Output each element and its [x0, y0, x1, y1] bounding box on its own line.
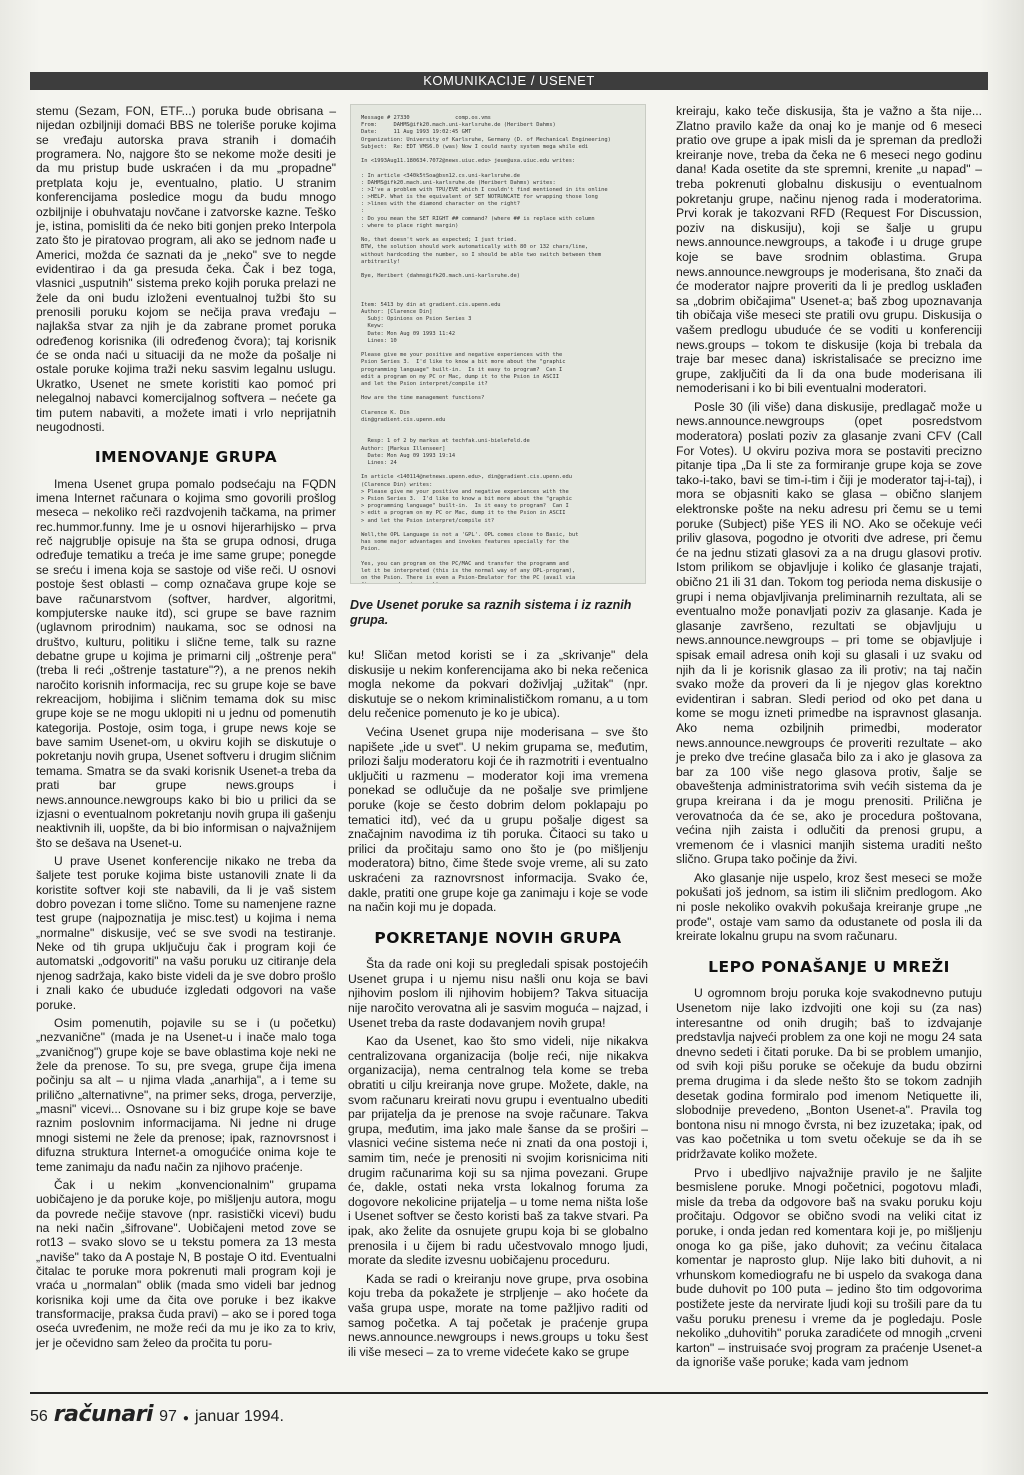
listing-line: Resp: 1 of 2 by markus at techfak.uni-bielefeld.de: [361, 438, 530, 445]
listing-line: [361, 345, 635, 352]
listing-line: Lines: 10: [361, 337, 397, 344]
listing-line: [361, 431, 635, 438]
right-paragraph-e: Prvo i ubedljivo najvažnije pravilo je ne šaljite besmislene poruke. Mnogi početnici, pogotovu mlađi, misle da treba da odgovore baš na svaku poruku koju pročitaju. Odgovor se obično svodi na veliki citat iz poruke, i onda jedan red komentara koji je, po mišljenju onoga ko ga piše, jako duhovit; za većinu čitalaca komentar je naprosto glup. Nije lako biti duhovit, a ni vrhunskom komediografu ne bi uspelo da svakoga dana bude duhovit po 100 puta – jedino što tim odgovorima postižete jeste da nervirate ljudi koji su trošili pare da tu vašu poruku prenesu i vreme da je pogledaju. Posle nekoliko „duhovitih" poruka zaradićete od mnogih „crveni karton" – instruisaće svoj program za praćenje Usenet-a da ignoriše vaše poruke; kada vam jednom: [676, 1165, 982, 1370]
listing-line: Subject: Re: EDT VMS6.0 (was) Now I could nasty system mega while edi: [361, 143, 589, 150]
listing-line: [361, 295, 635, 302]
heading-lepo-ponasanje: LEPO PONAŠANJE U MREŽI: [708, 957, 950, 976]
listing-line: Lines: 24: [361, 460, 397, 466]
middle-paragraph-b: Većina Usenet grupa nije moderisana – sve što napišete „ide u svet". U nekim grupama se, međutim, prilozi šalju moderatoru koji će ih razmotriti i eventualno uključiti u razmenu – moderator koji ima vremena ponekad se odlučuje da ne pošalje sve primljene poruke (koje se često dobrim delom poklapaju po tematici itd), već da u grupu pošalje digest sa značajnim navodima iz tih poruka. Čitaoci su tako u prilici da pročitaju samo ono što je (po mišljenju moderatora) bitno, čime štede svoje vreme, ali su zato uskraćeni za raznovrsnost informacija. Svako će, dakle, pratiti one grupe koje ga zanimaju i koje se vode na način koji mu je dopada.: [348, 724, 648, 915]
bullet-separator: ●: [182, 1413, 189, 1424]
listing-line: In article <140114@netnews.upenn.edu>, din@gradient.cis.upenn.edu: [361, 474, 572, 481]
listing-line: Author: [Markus Illenseer]: [361, 445, 446, 452]
listing-line: (Clarence Din) writes:: [361, 481, 433, 488]
listing-line: How are the time management functions?: [361, 395, 485, 402]
listing-line: : In article <340k5tSoa@bsn12.cs.uni-karlsruhe.de: [361, 172, 521, 179]
listing-line: No, that doesn't work as expected; I just tried.: [361, 237, 517, 244]
listing-line: : >HELP. What is the equivalent of SET NOTRUNCATE for wrapping those long: [361, 194, 598, 201]
listing-line: : >lines with the diamond character on the right?: [361, 201, 521, 208]
listing-line: BTW, the solution should work automatically with 80 or 132 chars/line,: [361, 244, 589, 251]
listing-line: [361, 467, 635, 474]
listing-line: on the Psion. There is even a Psion-Emulator for the PC (avail via: [361, 575, 576, 581]
right-paragraph-c: Ako glasanje nije uspelo, kroz šest meseci se može pokušati još jednom, sa istim ili sličnim predlogom. Ako ni posle nekoliko ovakvih pokušaja kreiranje grupe „ne prođe", ostaje vam samo da odustanete od posla ili da kreirate lokalnu grupu na svom računaru.: [676, 870, 982, 944]
listing-line: > Psion Series 3. I'd like to know a bit more about the "graphic: [361, 495, 572, 502]
listing-line: : >I've a problem with TPU/EVE which I couldn't find mentioned in its online: [361, 186, 608, 193]
listing-line: In <1993Aug11.180634.7072@news.uiuc.edu> jeue@uxa.uiuc.edu writes:: [361, 158, 576, 165]
middle-column: [348, 648, 648, 1363]
listing-line: [361, 230, 635, 237]
listing-line: and let the Psion interpret/compile it?: [361, 380, 488, 387]
listing-line: > Please give me your positive and negative experiences with the: [361, 488, 569, 495]
left-paragraph-1: Imena Usenet grupa pomalo podsećaju na FQDN imena Internet računara o kojima smo govorili prošlog meseca – nekoliko reči razdvojenih tačkama, na primer rec.hummor.funny. Ime je u osnovi hijerarhijsko – prva reč najgrublje opisuje na šta se grupa odnosi, druga određuje tematiku a treća je ime same grupe; ponegde se sreću i imena koja se sastoje od više reči. U osnovi postoje šest oblasti – comp označava grupe koje se bave računarstvom (softver, hardver, algoritmi, kompjuterske nauke itd), sci grupe se bave raznim (uglavnom prirodnim) naukama, soc se odnosi na društvo, kulturu, politiku i slične teme, talk su razne debatne grupe u kojima je primarni cilj „oštrenje pera" (treba li reći „oštrenje tastature"?), a ne prenos nekih naročito korisnih informacija, rec su grupe koje se bave rekreacijom, hobijima i sličnim temama dok su misc grupe koje se ne mogu uklopiti ni u jednu od pomenutih kategorija. Postoje, osim toga, i grupe news koje se bave samim Usenet-om, u okviru kojih se diskutuje o pokretanju novih grupa, Usenet softveru i drugim sličnim temama. Smatra se da svaki korisnik Usenet-a treba da prati bar grupe news.groups i news.announce.newgroups kako bi bio u prilici da se izjasni o eventualnom pokretanju novih grupa ili gašenju neaktivnih ili, uopšte, da bi bio informisan o najvažnijem što se dešava na Usenet-u.: [36, 476, 336, 850]
listing-line: [361, 151, 635, 158]
listing-line: without hardcoding the number, so I should be able two switch between them: [361, 251, 602, 258]
listing-line: [361, 165, 635, 172]
usenet-messages-figure: [350, 104, 646, 584]
page-number: 56: [30, 1408, 48, 1425]
listing-line: : Do you mean the SET RIGHT ## command? (where ## is replace with column: [361, 215, 595, 222]
listing-line: Yes, you can program on the PC/MAC and transfer the programm and: [361, 560, 569, 567]
listing-line: > programming language" built-in. Is it easy to program? Can I: [361, 503, 569, 510]
right-column: [676, 104, 982, 1374]
listing-line: arbitrarily!: [361, 258, 400, 265]
listing-line: [361, 424, 635, 431]
listing-line: din@gradient.cis.upenn.edu: [361, 416, 446, 423]
heading-pokretanje-novih-grupa: POKRETANJE NOVIH GRUPA: [374, 928, 622, 947]
listing-line: Psion.: [361, 546, 381, 553]
listing-line: Date: Mon Aug 09 1993 19:14: [361, 452, 456, 459]
listing-line: [361, 266, 635, 273]
listing-line: [361, 582, 635, 584]
listing-line: > edit a program on my PC or Mac, dump it to the Psion in ASCII: [361, 510, 566, 517]
left-paragraph-4: Čak i u nekim „konvencionalnim" grupama uobičajeno je da poruke koje, po mišljenju autora, mogu da povrede nečije stavove (npr. rasistički vicevi) budu na neki način „šifrovane". Uobičajeni metod zove se rot13 – svako slovo se u tekstu pomera za 13 mesta „naviše" tako da A postaje N, B postaje O itd. Eventualni čitalac te poruke mora pokrenuti mali program koji je vraća u „normalan" oblik (mada smo videli bar jednog korisnika koji ume da čita ove poruke i bez ikakve transformacije, praksa čuda pravi) – ako se i pored toga oseća uvređenim, ne može reći da mu je iko za to kriv, jer je očevidno sam želeo da pročita tu poru-: [36, 1177, 336, 1350]
listing-line: From: DAHMS@ifk20.mach.uni-karlsruhe.de (Heribert Dahms): [361, 122, 556, 129]
listing-line: : DAHMS@ifk20.mach.uni-karlsruhe.de (Heribert Dahms) writes:: [361, 179, 556, 186]
listing-line: Psion Series 3. I'd like to know a bit more about the "graphic: [361, 359, 566, 366]
right-paragraph-d: U ogromnom broju poruka koje svakodnevno putuju Usenetom nije lako izdvojiti one koji su (za nas) interesantne od onih drugih; baš to izdvajanje predstavlja najveći problem za one koji ne mogu 24 sata dnevno sedeti i čitati poruke. Da bi se problem umanjio, od svih koji pišu poruke se očekuje da budu obzirni prema drugima i da slede nešto što se tokom zadnjih desetak godina formiralo pod imenom Netiquette ili, slobodnije prevedeno, „Bonton Usenet-a". Pravila tog bontona nisu ni mnogo čvrsta, ni bez izuzetaka; ipak, od vas kao početnika u tom svetu očekuje se da ih se pridržavate koliko možete.: [676, 986, 982, 1161]
right-paragraph-a: kreiraju, kako teče diskusija, šta je važno a šta nije... Zlatno pravilo kaže da onaj ko je manje od 6 meseci pratio ove grupe a ipak misli da je spreman da predloži kreiranje nove, treba da čeka ne 6 meseci nego godinu dana! Kada osetite da ste spremni, krenite „u napad" – treba pokrenuti globalnu diskusiju o eventualnom pokretanju grupe, načinu njenog rada i moderatorima. Prvi korak je takozvani RFD (Request For Discussion, poziv na diskusiju), koji se šalje u grupu news.announce.newgroups, a takođe i u druge grupe koje se bave srodnim oblastima. Grupa news.announce.newgroups je moderisana, što znači da će moderator najpre proveriti da li je predlog usklađen sa „dobrim običajima" Usenet-a; baš zbog upoznavanja tih običaja više meseci ste pratili ovu grupu. Diskusija o vašem predlogu ubuduće će se voditi u konferenciji news.groups – tokom te diskusije (koja bi trebala da traje bar mesec dana) iskristalisaće se precizno ime grupe, zaključiti da li da ona bude moderisana ili nemoderisani i ko bi bili eventualni moderatori.: [676, 104, 982, 396]
left-paragraph-2: U prave Usenet konferencije nikako ne treba da šaljete test poruke kojima biste ustanovili znate li da koristite softver koji ste nabavili, da li je vaš sistem dobro povezan i tome slično. Tome su namenjene razne test grupe (najpoznatija je misc.test) u kojima i nema „normalne" diskusije, već se sve svodi na testiranje. Neke od tih grupa uključuju čak i program koji će automatski „odgovoriti" na vašu poruku uz citiranje dela njenog sadržaja, kako biste videli da je sve dobro prošlo i znali kako će ubuduće izgledati odgovori na vaše poruke.: [36, 853, 336, 1012]
listing-line: Subj: Opinions on Psion Series 3: [361, 316, 472, 323]
figure-caption: Dve Usenet poruke sa raznih sistema i iz raznih grupa.: [350, 598, 632, 627]
listing-line: [361, 525, 635, 532]
listing-line: Bye, Heribert (dahms@ifk20.mach.uni-karlsruhe.de): [361, 273, 521, 280]
listing-line: Item: 5413 by din at gradient.cis.upenn.edu: [361, 301, 501, 308]
listing-line: [361, 288, 635, 295]
left-column: [36, 104, 336, 1354]
left-intro-paragraph: stemu (Sezam, FON, ETF...) poruka bude obrisana – nijedan ozbiljniji domaći BBS ne toleriše poruke kojima se vređaju autorska prava stranih i domaćih programera. No, najgore što se nekome može desiti je da mu pristup bude uskraćen i da mu „propadne" pretplata koju je, eventualno, platio. U stranim konferencijama posledice mogu da budu mnogo ozbiljnije i obuhvataju novčane i zatvorske kazne. Teško je, istina, pomisliti da će neko biti gonjen preko Interpola zato što je piratovao program, ali ako se jednom nađe u Americi, možda će saznati da je „neko" sve to negde evidentirao i da ga presuda čeka. Čak i bez toga, vlasnici „usputnih" sistema preko kojih poruka prelazi ne žele da oni budu izloženi eventualnoj tužbi što su prenosili poruku kojom se nečija prava vređaju – najlakša stvar za njih je da zabrane promet poruka određenog korisnika (ili određenog čvora); taj korisnik će se onda naći u situaciji da ne može da pošalje ni ostale poruke kojima traži neku sasvim legalnu uslugu. Ukratko, Usenet ne smete koristiti kao pomoć pri nelegalnoj nabavci komercijalnog softvera – nećete ga tim putem nabaviti, a možete imati i vrlo neprijatnih neugodnosti.: [36, 104, 336, 434]
listing-line: [361, 403, 635, 410]
listing-line: programming language" built-in. Is it easy to program? Can I: [361, 366, 563, 373]
issue-date: januar 1994.: [194, 1408, 284, 1425]
section-title-bar: KOMUNIKACIJE / USENET: [30, 72, 988, 90]
listing-line: Well,the OPL Language is not a 'GPL'. OPL comes close to Basic, but: [361, 531, 579, 538]
listing-line: > and let the Psion interpret/compile it?: [361, 517, 495, 524]
listing-line: Please give me your positive and negative experiences with the: [361, 352, 563, 359]
listing-line: Clarence K. Din: [361, 409, 410, 416]
listing-line: : where to place right margin): [361, 222, 459, 229]
listing-line: let it be interpreted (this is the normal way of any OPL-program),: [361, 567, 576, 574]
listing-line: [361, 388, 635, 395]
issue-number: 97: [159, 1408, 177, 1425]
middle-paragraph-c: Šta da rade oni koji su pregledali spisak postojećih Usenet grupa i u njemu nisu našli onu koja se bavi njihovim poslom ili njihovim hobijem? Takva situacija nije naročito verovatna ali je sasvim moguća – najzad, i Usenet treba da raste dodavanjem novih grupa!: [348, 957, 648, 1030]
listing-line: :: [361, 208, 365, 215]
right-paragraph-b: Posle 30 (ili više) dana diskusije, predlagač može u news.announce.newgroups (opet posredstvom moderatora) poslati poziv za glasanje zvani CFV (Call For Votes). U okviru poziva mora se postaviti precizno pitanje tipa „Da li ste za formiranje grupe koja se zove tako-i-tako, bavi se tim-i-tim i čiji je moderator taj-i-taj), i mora se objasniti kako se glasa – obično slanjem elektronske pošte na neku adresu pri čemu se u temi poruke (Subject) piše YES ili NO. Ako se očekuje veći priliv glasova, pogodno je otvoriti dve adrese, pri čemu će na jednu stizati glasovi za a na drugu glasovi protiv. Istom prilikom se objavljuje i koliko će glasanje trajati, obično 21 ili 31 dan. Tokom tog perioda nema diskusije o grupi i nema objavljivanja preliminarnih rezultata, ali se eventualno može ponavljati poziv za glasanje. Kada je glasanje završeno, rezultati se objavljuju u news.announce.newgroups – pri tome se objavljuje i spisak email adresa onih koji su glasali i uz svaku od njih da li je korisnik glasao za ili protiv; na taj način svako može da proveri da li je njegov glas korektno evidentiran i sabran. Sledi period od oko pet dana u kome se mogu izneti primedbe na ispravnost glasanja. Ako nema ozbiljnih primedbi, moderator news.announce.newgroups će proveriti rezultate – ako je preko dve trećine glasača bilo za i ako je glasova za bar za 100 više nego glasova protiv, šalje se obaveštenja administratorima svih većih sistema da je grupa kreirana i da je mogu prenositi. Prilična je verovatnoća da će se, ako je procedura poštovana, većina njih zaista i odlučiti da prenosi grupu, a vremenom će i vlasnici manjih sistema uraditi nešto slično. Grupa tako počinje da živi.: [676, 399, 983, 867]
middle-paragraph-a: ku! Sličan metod koristi se i za „skrivanje" dela diskusije u nekim konferencijama ako bi neka rečenica mogla nekome da pokvari doživljaj „užitak" (npr. diskutuje se o nekom kriminalističkom romanu, a u tom delu rečenice pomenuto je ko je ubica).: [348, 648, 648, 721]
listing-line: Message # 27330 comp.os.vms: [361, 115, 491, 121]
listing-line: has some major advantages and invokes features specially for the: [361, 539, 569, 546]
listing-line: [361, 553, 635, 560]
listing-line: Author: [Clarence Din]: [361, 309, 433, 316]
listing-line: Organization: University of Karlsruhe, Germany (D. of Mechanical Engineering): [361, 136, 611, 143]
page-footer: [30, 1402, 284, 1427]
listing-line: [361, 280, 635, 287]
listing-line: Keyw:: [361, 323, 384, 330]
listing-line: Date: Mon Aug 09 1993 11:42: [361, 330, 456, 337]
middle-paragraph-d: Kao da Usenet, kao što smo videli, nije nikakva centralizovana organizacija (bolje reći, nije nikakva organizacija), nema centralnog tela kome se treba obratiti u cilju kreiranja nove grupe. Možete, dakle, na svom računaru kreirati novu grupu i eventualno ubediti par prijatelja da je prenose na svoje računare. Takva grupa, međutim, ima jako male šanse da se proširi – vlasnici većine sistema neće ni znati da ona postoji i, samim tim, neće je prenositi ni svojim korisnicima niti drugim računarima koji su sa njima povezani. Grupe će, dakle, ostati neka vrsta lokalnog foruma za dogovore nekolicine prijatelja – u tome nema ništa loše i Usenet softver se često koristi baš za takve stvari. Pa ipak, ako želite da osnujete grupu koja bi se globalno prenosila i u čijem bi radu učestvovalo mnogo ljudi, morate da sledite izvesnu uobičajenu proceduru.: [348, 1034, 648, 1268]
listing-line: edit a program on my PC or Mac, dump it to the Psion in ASCII: [361, 373, 559, 380]
middle-paragraph-e: Kada se radi o kreiranju nove grupe, prva osobina koju treba da pokažete je strpljenje – ako hoćete da vaša grupa uspe, morate na tome pažljivo raditi od samog početka. A taj početak je praćenje grupa news.announce.newgroups i news.groups u toku šest ili više meseci – za to vreme videćete kako se grupe: [348, 1271, 648, 1359]
magazine-logo: računari: [53, 1402, 154, 1427]
heading-imenovanje-grupa: IMENOVANJE GRUPA: [94, 448, 278, 467]
left-paragraph-3: Osim pomenutih, pojavile su se i (u početku) „nezvanične" (mada je na Usenet-u i inače malo toga „zvaničnog") grupe koje se bave oblastima koje neki ne žele da prenose. To su, pre svega, grupe čija imena počinju sa alt – u njima vlada „anarhija", a i teme su prilično „alternativne", na primer seks, droga, perverzije, „masni" vicevi... Osnovane su i biz grupe koje se bave raznim poslovnim informacijama. Ni jedne ni druge mnogi sistemi ne žele da prenose; ipak, raznovrsnost i difuzna struktura Internet-a omogućiće onima koje te teme zanimaju da nađu način za njihovo praćenje.: [36, 1015, 336, 1174]
listing-line: Date: 11 Aug 1993 19:02:45 GMT: [361, 129, 472, 136]
footer-rule: [30, 1392, 988, 1394]
